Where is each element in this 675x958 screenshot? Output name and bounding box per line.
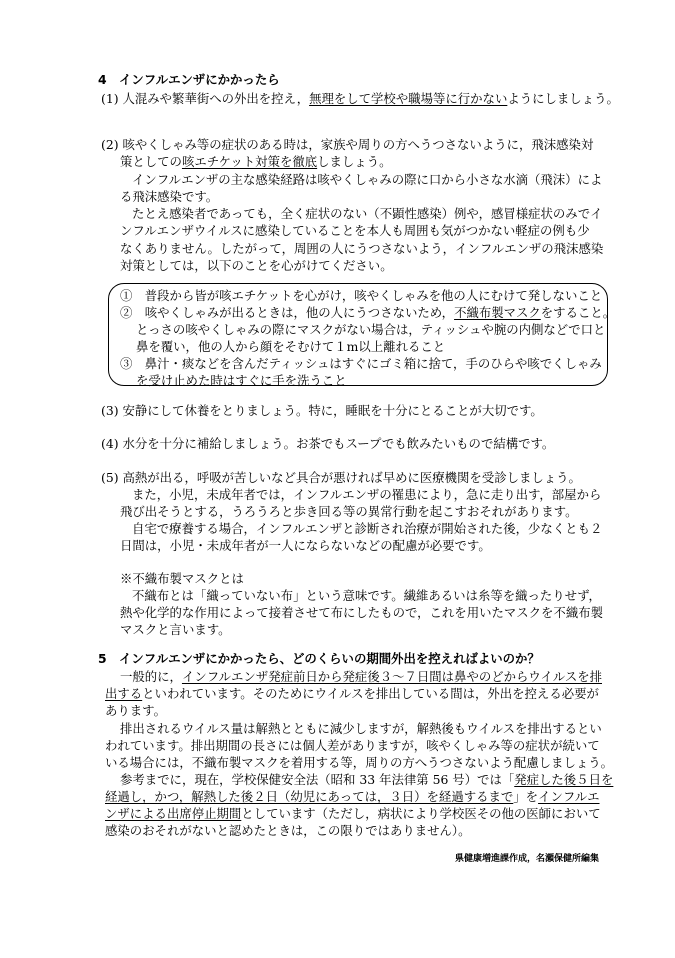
note-line-2: 熱や化学的な作用によって接着させて布にしたもので，これを用いたマスクを不織布製 [120,605,603,620]
underlined-phrase: 不織布製マスク [454,305,541,320]
sec5-para-3-line-4: 感染のおそれがないと認めたときは，この限りではありません）。 [105,823,471,838]
box-item-2: ② 咳やくしゃみが出るときは，他の人にうつさないため，不織布製マスクをすること。 [120,305,616,320]
item-2-para-2-line-4: 対策としては，以下のことを心がけてください。 [120,258,393,273]
box-item-2-line-3: 鼻を覆い，他の人から顔をそむけて１m以上離れること [136,339,446,354]
sec5-para-3-line-3: ンザによる出席停止期間としています（ただし，病状により学校医その他の医師において [105,806,601,821]
sec5-para-1-line-1: 一般的に，インフルエンザ発症前日から発症後３～７日間は鼻やのどからウイルスを排 [120,669,602,684]
section-5-heading: 5 インフルエンザにかかったら、どのくらいの期間外出を控えればよいのか？ [98,651,540,666]
item-5-para-1-line-2: 飛び出そうとする，うろうろと歩き回る等の異常行動を起こすおそれがあります。 [120,504,578,519]
underlined-phrase: 発症した後５日を [514,772,614,787]
underlined-phrase: 無理をして学校や職場等に行かない [309,91,508,106]
box-item-1: ① 普段から皆が咳エチケットを心がけ，咳やくしゃみを他の人にむけて発しないこと [120,288,603,303]
footer-credit: 県健康増進課作成，名瀬保健所編集 [455,854,600,864]
item-2-para-1-line-1: インフルエンザの主な感染経路は咳やくしゃみの際に口から小さな水滴（飛沫）によ [132,172,603,187]
item-4: (4) 水分を十分に補給しましょう。お茶でもスープでも飲みたいもので結構です。 [101,436,555,451]
section-4-heading: 4 インフルエンザにかかったら [98,72,280,87]
item-2-para-2-line-2: ンフルエンザウイルスに感染していることを本人も周囲も気がつかない軽症の例も少 [120,223,590,238]
underlined-phrase: 咳エチケット対策を徹底 [181,154,318,169]
sec5-para-3-line-2: 経過し，かつ，解熱した後２日（幼児にあっては，３日）を経過するまで」をインフルエ [105,789,600,804]
item-2-line-2: 策としての咳エチケット対策を徹底しましょう。 [120,154,392,169]
underlined-phrase: インフルエ [538,789,600,804]
note-line-3: マスクと言います。 [120,622,231,637]
item-2-line-1: (2) 咳やくしゃみ等の症状のある時は，家族や周りの方へうつさないように，飛沫感染対 [101,137,594,152]
note-line-1: 不織布とは「織っていない布」という意味です。繊維あるいは糸等を織ったりせず， [132,588,601,603]
underlined-phrase: 出する [105,686,143,701]
underlined-phrase: 経過し，かつ，解熱した後２日（幼児にあっては，３日）を経過するまで [105,789,514,804]
sec5-para-1-line-2: 出するといわれています。そのためにウイルスを排出している間は，外出を控える必要が [105,686,599,701]
box-item-3: ③ 鼻汁・痰などを含んだティッシュはすぐにゴミ箱に捨て，手のひらや咳でくしゃみ [120,356,602,371]
item-5-para-2-line-2: 日間は，小児・未成年者が一人にならないなどの配慮が必要です。 [120,538,491,553]
sec5-para-3-line-1: 参考までに，現在，学校保健安全法（昭和 33 年法律第 56 号）では「発症した後５日を [120,772,614,787]
sec5-para-2-line-1: 排出されるウイルス量は解熱とともに減少しますが，解熱後もウイルスを排出するとい [120,721,602,736]
note-title: ※不織布製マスクとは [120,571,244,586]
item-5-para-1-line-1: また，小児，未成年者では，インフルエンザの罹患により，急に走り出す，部屋から [132,487,602,502]
sec5-para-2-line-2: われています。排出期間の長さには個人差がありますが，咳やくしゃみ等の症状が続いて [105,738,600,753]
item-1: (1) 人混みや繁華街への外出を控え，無理をして学校や職場等に行かないようにしましょう。 [101,91,619,106]
item-2-para-2-line-1: たとえ感染者であっても，全く症状のない（不顕性感染）例や，感冒様症状のみでイ [132,206,603,221]
underlined-phrase: ンザによる出席停止期間 [105,806,242,821]
item-2-para-1-line-2: る飛沫感染です。 [120,189,219,204]
item-3: (3) 安静にして休養をとりましょう。特に，睡眠を十分にとることが大切です。 [101,403,543,418]
item-5-para-2-line-1: 自宅で療養する場合，インフルエンザと診断され治療が開始された後，少なくとも２ [132,521,603,536]
sec5-para-1-line-3: あります。 [105,703,166,718]
item-2-para-2-line-3: なくありません。したがって，周囲の人にうつさないよう，インフルエンザの飛沫感染 [120,241,604,256]
box-item-2-line-2: とっさの咳やくしゃみの際にマスクがない場合は，ティッシュや腕の内側などで口と [136,322,606,337]
box-item-3-line-2: を受け止めた時はすぐに手を洗うこと [136,373,347,388]
underlined-phrase: インフルエンザ発症前日から発症後３～７日間は鼻やのどからウイルスを排 [181,669,602,684]
sec5-para-2-line-3: いる場合には，不織布製マスクを着用する等，周りの方へうつさないよう配慮しましょう。 [105,755,614,770]
item-5-line-1: (5) 高熱が出る，呼吸が苦しいなど具合が悪ければ早めに医療機関を受診しましょう。 [101,470,581,485]
